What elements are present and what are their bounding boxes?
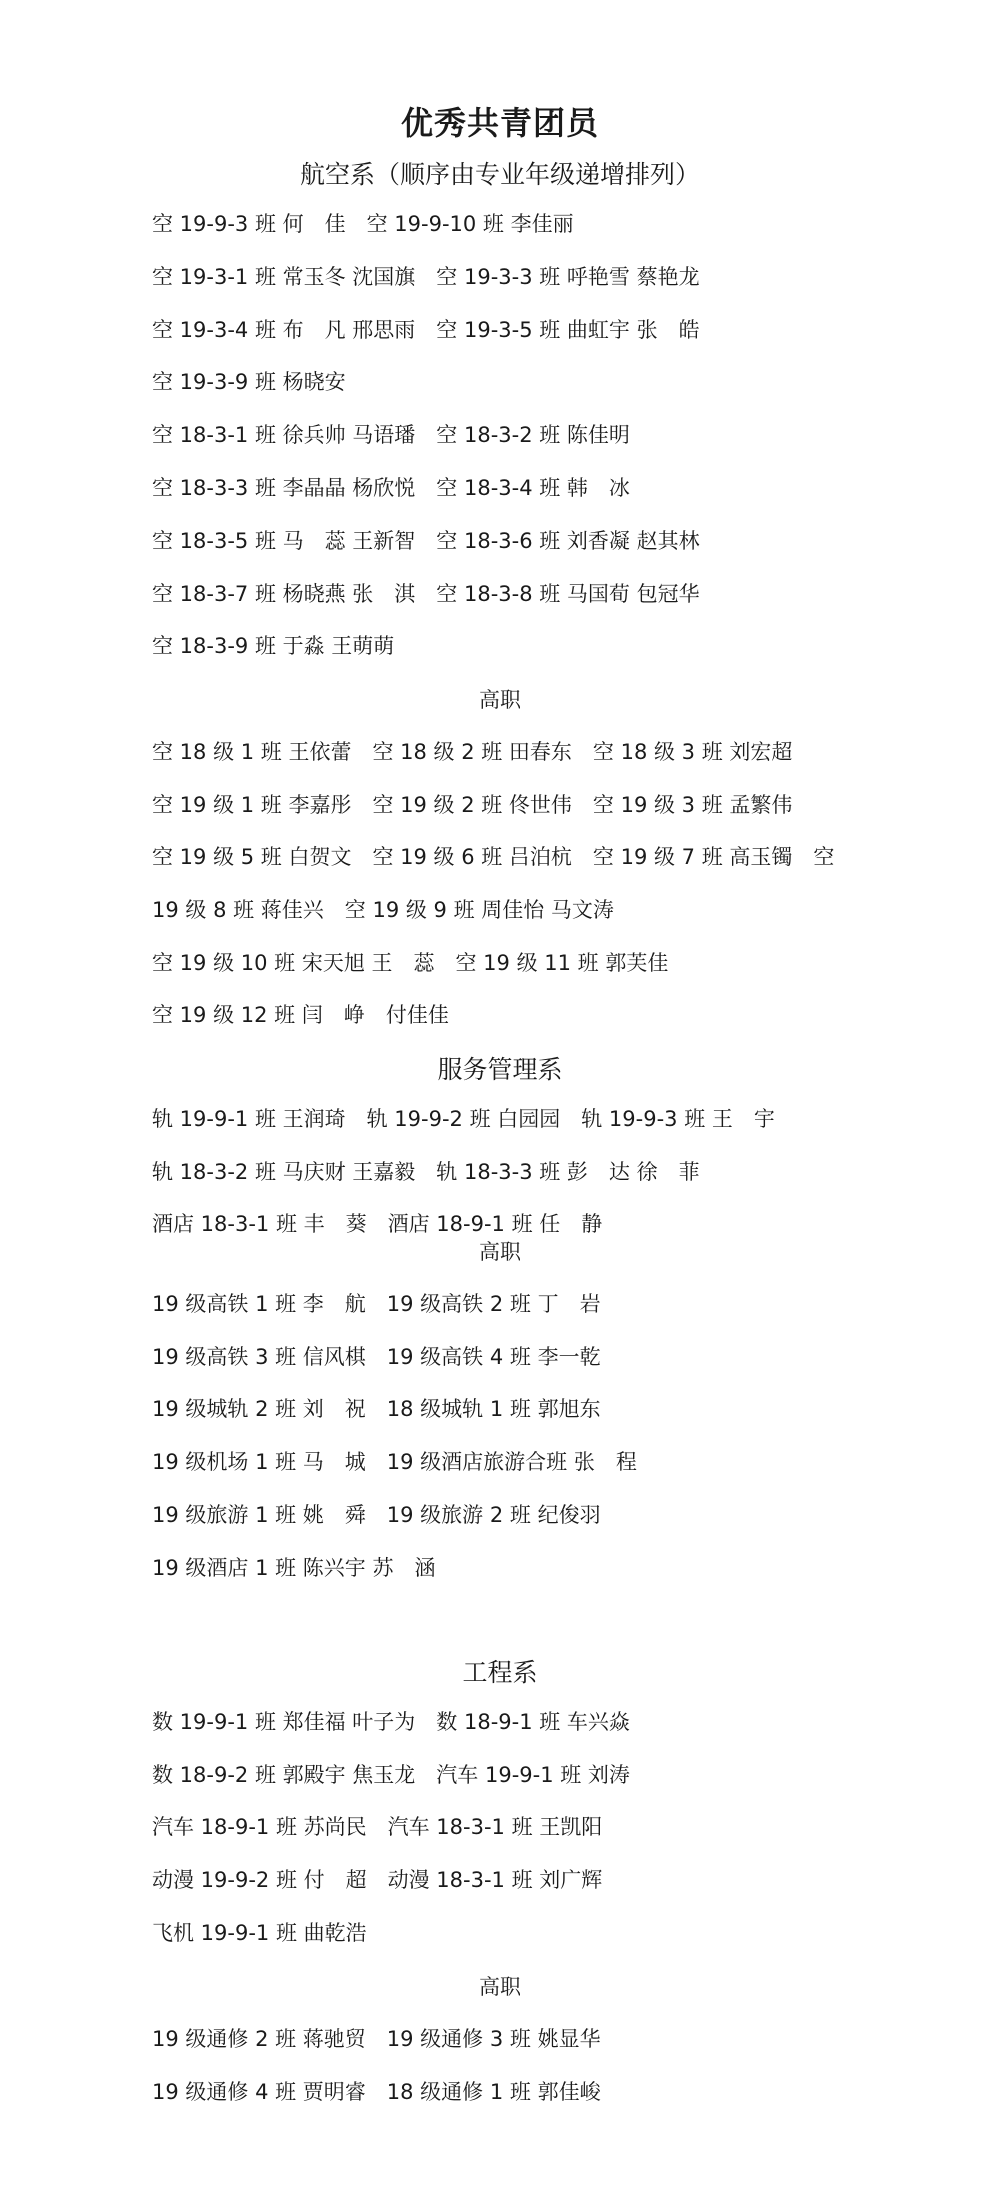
- aviation-vocational-line: 空 18 级 1 班 王依蕾 空 18 级 2 班 田春东 空 18 级 3 班 刘宏超: [152, 740, 793, 764]
- aviation-vocational-line: 空 19 级 10 班 宋天旭 王 蕊 空 19 级 11 班 郭芙佳: [152, 951, 669, 975]
- aviation-line: 空 19-3-9 班 杨晓安: [152, 370, 346, 394]
- engineering-line: 汽车 18-9-1 班 苏尚民 汽车 18-3-1 班 王凯阳: [152, 1815, 603, 1839]
- page-title: 优秀共青团员: [400, 104, 599, 142]
- aviation-line: 空 18-3-5 班 马 蕊 王新智 空 18-3-6 班 刘香凝 赵其林: [152, 529, 700, 553]
- service-line: 轨 18-3-2 班 马庆财 王嘉毅 轨 18-3-3 班 彭 达 徐 菲: [152, 1160, 700, 1184]
- aviation-vocational-line: 空 19 级 12 班 闫 峥 付佳佳: [152, 1003, 449, 1027]
- service-vocational-line: 19 级高铁 1 班 李 航 19 级高铁 2 班 丁 岩: [152, 1292, 601, 1316]
- aviation-line: 空 18-3-3 班 李晶晶 杨欣悦 空 18-3-4 班 韩 冰: [152, 476, 630, 500]
- aviation-vocational-line: 空 19 级 1 班 李嘉彤 空 19 级 2 班 佟世伟 空 19 级 3 班 孟繁伟: [152, 793, 793, 817]
- aviation-line: 空 19-3-1 班 常玉冬 沈国旗 空 19-3-3 班 呼艳雪 蔡艳龙: [152, 265, 700, 289]
- service-vocational-line: 19 级旅游 1 班 姚 舜 19 级旅游 2 班 纪俊羽: [152, 1503, 601, 1527]
- aviation-line: 空 19-3-4 班 布 凡 邢思雨 空 19-3-5 班 曲虹宇 张 皓: [152, 318, 700, 342]
- engineering-vocational-line: 19 级通修 4 班 贾明睿 18 级通修 1 班 郭佳峻: [152, 2080, 601, 2104]
- aviation-line: 空 19-9-3 班 何 佳 空 19-9-10 班 李佳丽: [152, 212, 574, 236]
- engineering-line: 数 18-9-2 班 郭殿宇 焦玉龙 汽车 19-9-1 班 刘涛: [152, 1763, 630, 1787]
- service-line: 轨 19-9-1 班 王润琦 轨 19-9-2 班 白园园 轨 19-9-3 班 王 宇: [152, 1107, 775, 1131]
- service-heading: 服务管理系: [437, 1055, 563, 1084]
- engineering-vocational-line: 19 级通修 2 班 蒋驰贸 19 级通修 3 班 姚显华: [152, 2027, 601, 2051]
- engineering-line: 数 19-9-1 班 郑佳福 叶子为 数 18-9-1 班 车兴焱: [152, 1710, 630, 1734]
- engineering-vocational-heading: 高职: [479, 1975, 521, 1999]
- aviation-vocational-line: 19 级 8 班 蒋佳兴 空 19 级 9 班 周佳怡 马文涛: [152, 898, 614, 922]
- aviation-line: 空 18-3-1 班 徐兵帅 马语璠 空 18-3-2 班 陈佳明: [152, 423, 630, 447]
- service-vocational-heading: 高职: [479, 1240, 521, 1264]
- engineering-line: 动漫 19-9-2 班 付 超 动漫 18-3-1 班 刘广辉: [152, 1868, 603, 1892]
- aviation-vocational-line: 空 19 级 5 班 白贺文 空 19 级 6 班 吕泊杭 空 19 级 7 班 高玉镯 空: [152, 845, 835, 869]
- engineering-line: 飞机 19-9-1 班 曲乾浩: [152, 1921, 367, 1945]
- service-vocational-line: 19 级高铁 3 班 信风棋 19 级高铁 4 班 李一乾: [152, 1345, 601, 1369]
- service-line: 酒店 18-3-1 班 丰 葵 酒店 18-9-1 班 任 静: [152, 1212, 603, 1236]
- service-vocational-line: 19 级城轨 2 班 刘 祝 18 级城轨 1 班 郭旭东: [152, 1397, 601, 1421]
- aviation-line: 空 18-3-9 班 于淼 王萌萌: [152, 634, 395, 658]
- aviation-line: 空 18-3-7 班 杨晓燕 张 淇 空 18-3-8 班 马国荀 包冠华: [152, 582, 700, 606]
- aviation-heading: 航空系（顺序由专业年级递增排列）: [299, 160, 700, 189]
- service-vocational-line: 19 级酒店 1 班 陈兴宇 苏 涵: [152, 1556, 436, 1580]
- engineering-heading: 工程系: [462, 1658, 538, 1687]
- service-vocational-line: 19 级机场 1 班 马 城 19 级酒店旅游合班 张 程: [152, 1450, 637, 1474]
- aviation-vocational-heading: 高职: [479, 688, 521, 712]
